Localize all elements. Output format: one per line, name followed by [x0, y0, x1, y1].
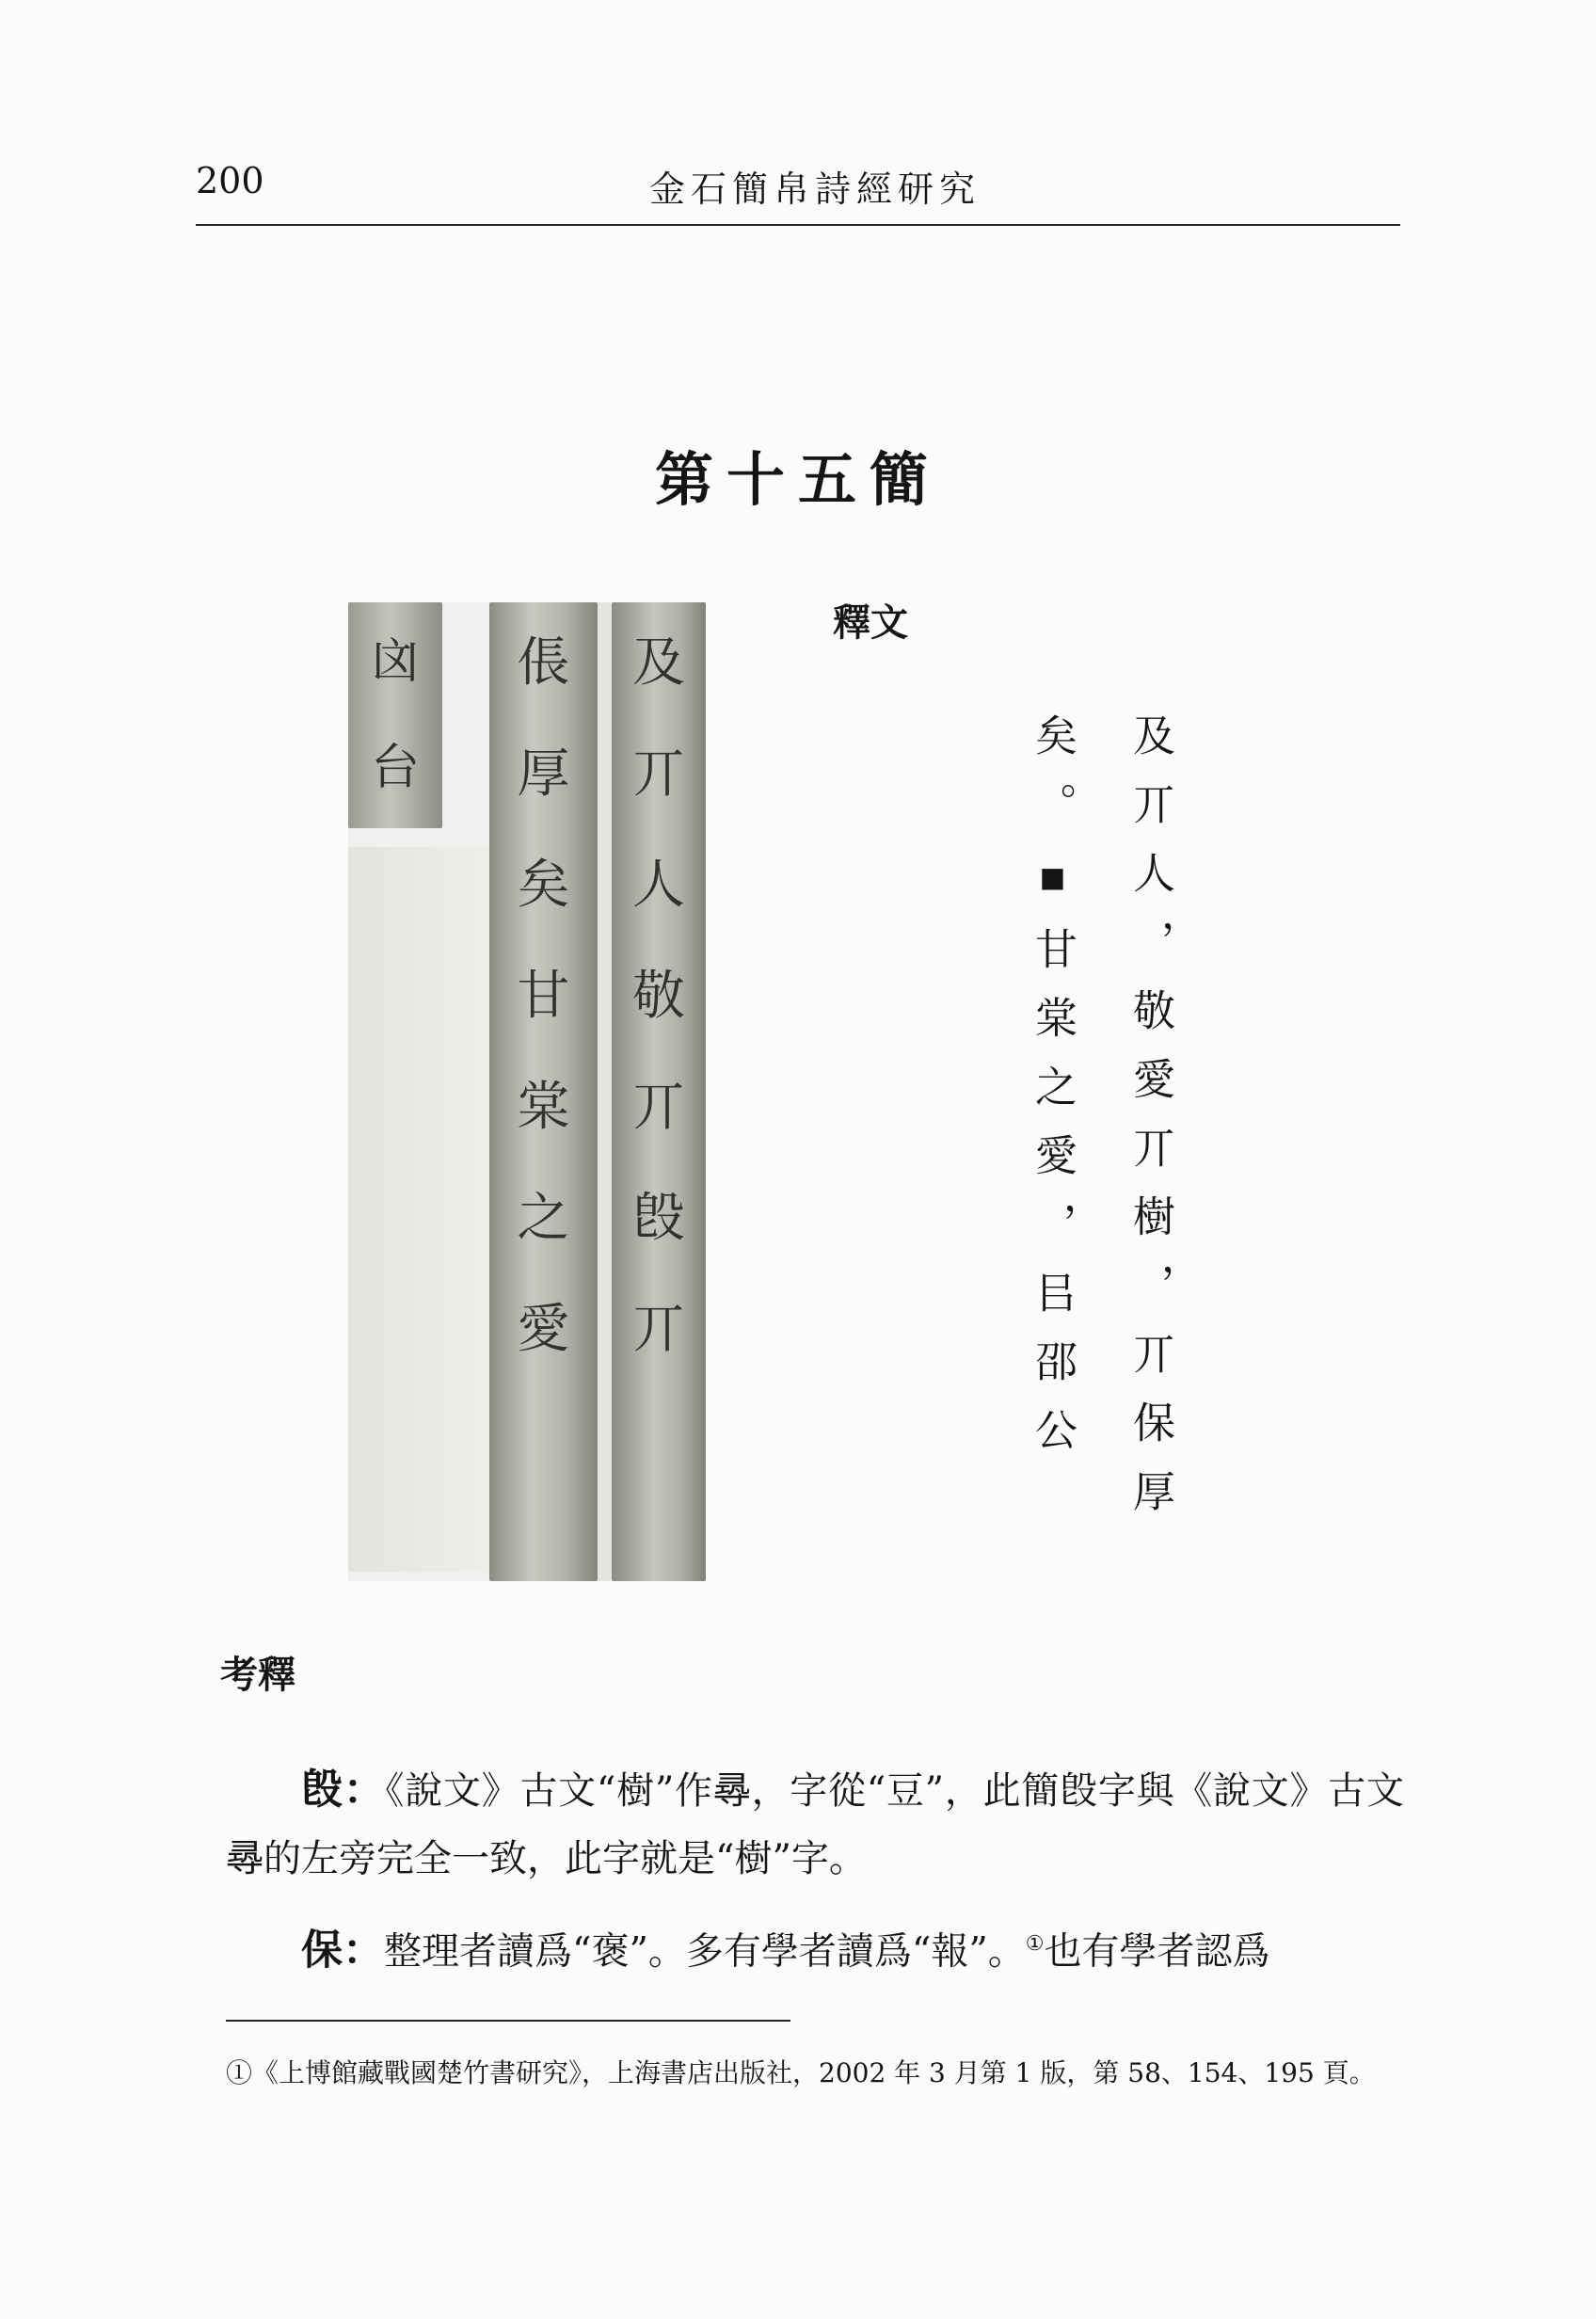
- commentary-paragraph-2: [226, 1911, 1404, 1985]
- slip-faded: [348, 847, 489, 1572]
- commentary-label: 考釋: [220, 1654, 295, 1697]
- paragraph-text: 《說文》古文“樹”作𡬶，字從“豆”，此簡𣪘字與《說文》古文𡬶的左旁完全一致，此字就是“樹”字。: [226, 1769, 1405, 1880]
- slip-glyph: 之: [517, 1188, 570, 1249]
- slip-glyph: 矣: [517, 855, 570, 916]
- slip-glyph: 及: [632, 632, 685, 694]
- slip-left: [348, 602, 442, 828]
- transcription-column-1: 及丌人，敬愛丌樹，丌保厚: [1125, 713, 1175, 1538]
- commentary-paragraph-1: [226, 1756, 1404, 1893]
- slip-glyph: 丌: [632, 1299, 685, 1360]
- slip-glyph: 台: [370, 740, 420, 796]
- slip-right: [612, 602, 706, 1581]
- bamboo-slips-photo: [348, 602, 706, 1581]
- slip-glyph: 敬: [632, 966, 685, 1027]
- footnote-rule: [226, 2020, 790, 2022]
- slip-glyph: 人: [632, 855, 685, 916]
- footnote-ref[interactable]: ①: [1025, 1932, 1045, 1956]
- slip-glyph: 𣪘: [632, 1188, 685, 1249]
- slip-glyph: 愛: [517, 1299, 570, 1360]
- paragraph-text: 整理者讀爲“褒”。多有學者讀爲“報”。: [384, 1929, 1026, 1974]
- term-bao: 保：: [301, 1926, 384, 1975]
- section-title: 第十五簡: [654, 445, 941, 514]
- term-shu: 𣪘：: [301, 1766, 386, 1814]
- slip-glyph: 倀: [517, 632, 570, 694]
- slip-glyph: 丌: [632, 1077, 685, 1138]
- slip-glyph: 棠: [517, 1077, 570, 1138]
- header-rule: [196, 224, 1400, 226]
- running-title: 金石簡帛詩經研究: [649, 168, 982, 210]
- slip-glyph: 甘: [517, 966, 570, 1027]
- slip-middle: [489, 602, 598, 1581]
- transcription-column-2: 矣。▪甘棠之愛，㠯邵公: [1028, 713, 1077, 1477]
- footnote: ①《上博館藏戰國楚竹書研究》，上海書店出版社，2002 年 3 月第 1 版，第 58、154、195 頁。: [226, 2057, 1376, 2088]
- slip-gap: [598, 602, 612, 1581]
- page-number: 200: [196, 160, 264, 201]
- slip-glyph: 丌: [632, 744, 685, 805]
- transcription-label: 釋文: [833, 601, 908, 645]
- slip-glyph: 厚: [517, 744, 570, 805]
- slip-glyph: 㓙: [370, 633, 420, 690]
- paragraph-text-tail: 也有學者認爲: [1044, 1929, 1270, 1974]
